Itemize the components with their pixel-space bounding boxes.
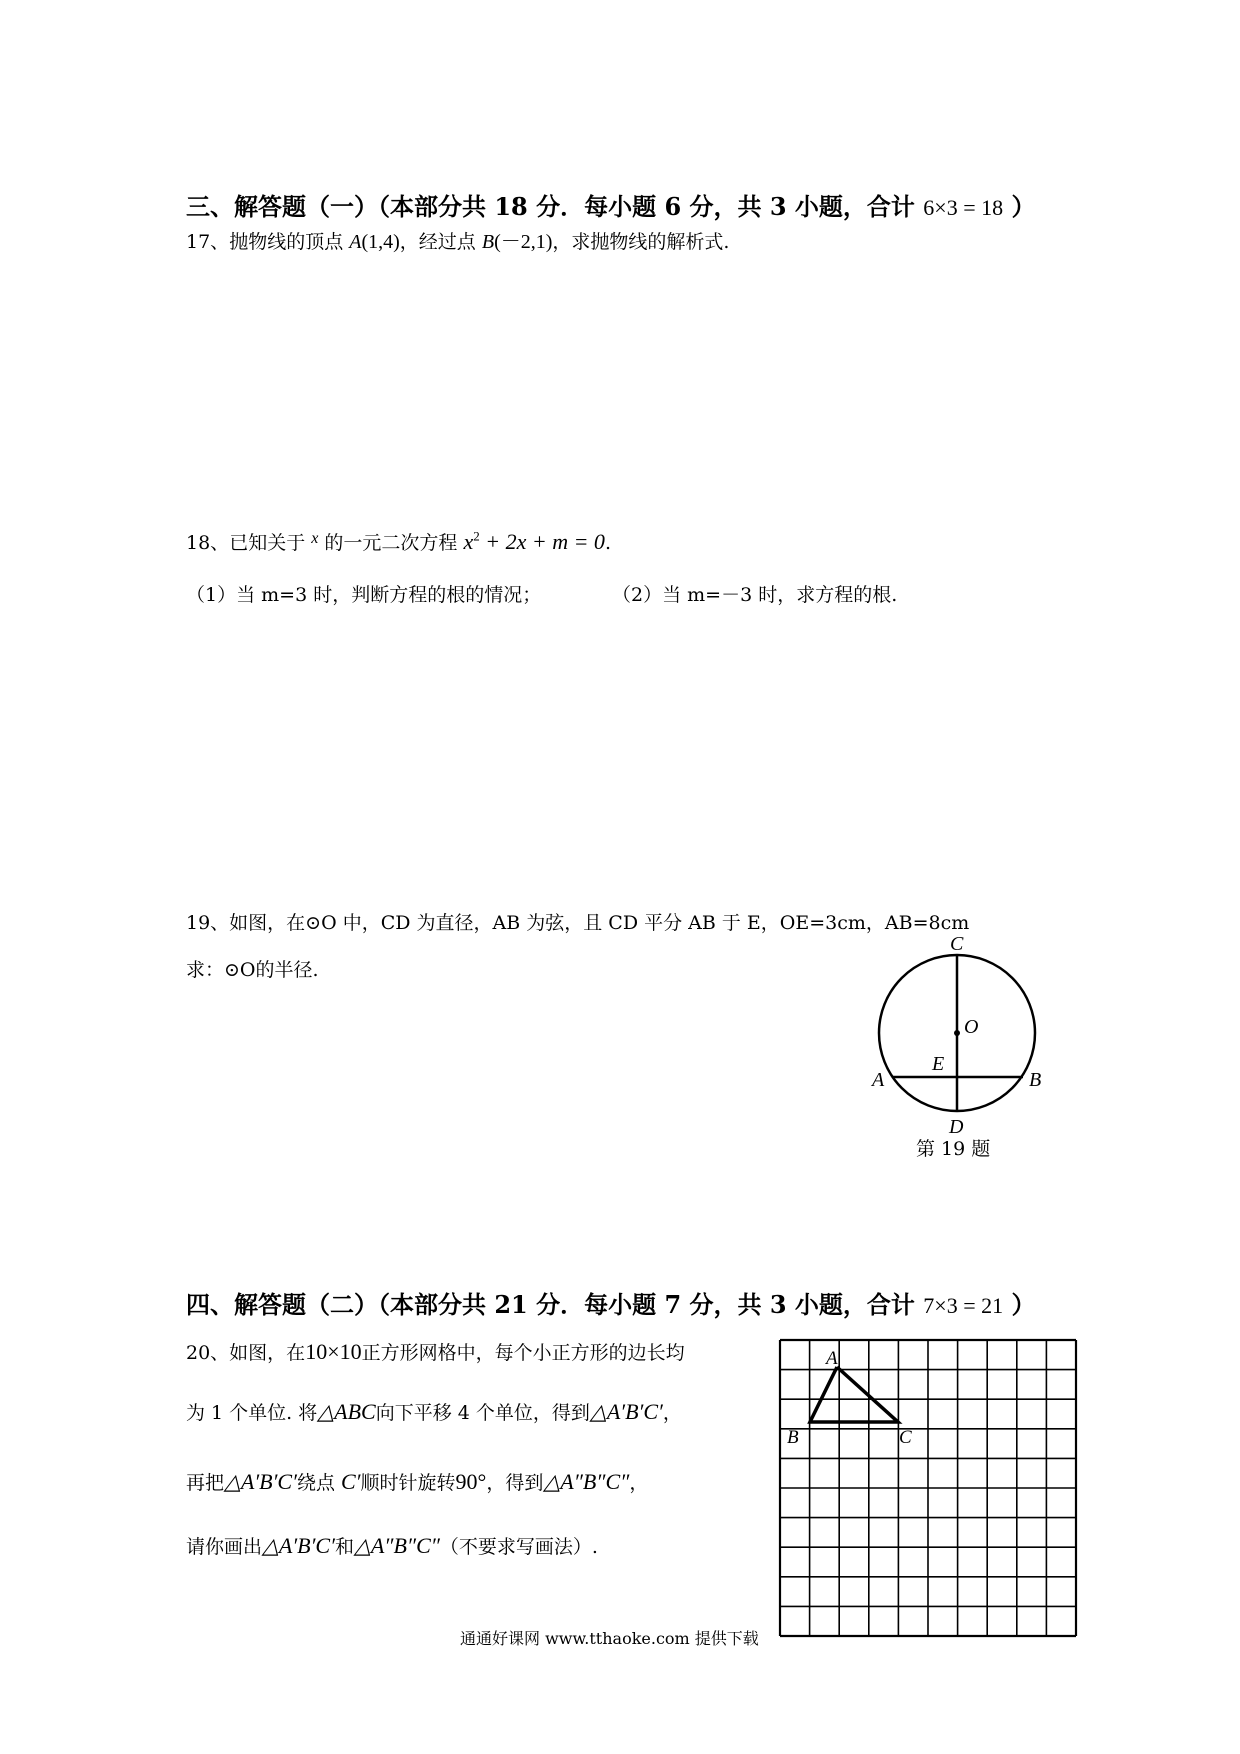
label-e: E [932, 1053, 945, 1075]
triangle-a-prime-ref: △A′B′C′ [224, 1469, 297, 1494]
section-3-heading [186, 187, 1035, 222]
question-18-part-1: （1）当 m=3 时，判断方程的根的情况； [186, 584, 542, 606]
question-19-line-1: 19、如图，在⊙O 中，CD 为直径，AB 为弦，且 CD 平分 AB 于 E，OE=3cm，AB=8cm [186, 912, 970, 934]
q20-line3-e: ， [629, 1472, 649, 1494]
section-4-heading-text: 四、解答题（二）（本部分共 21 分．每小题 7 分，共 3 小题，合计 [186, 1290, 915, 1319]
q20-line1-b: 正方形网格中，每个小正方形的边长均 [361, 1342, 685, 1364]
grid-label-a: A [826, 1348, 838, 1369]
section-3-heading-formula: 6×3 = 18 [923, 195, 1004, 220]
q20-line4-b: 和 [334, 1536, 354, 1558]
q20-line2-b: 向下平移 4 个单位，得到 [375, 1402, 590, 1424]
question-20-line-1 [186, 1338, 685, 1365]
label-a: A [872, 1069, 885, 1091]
grid-lines [780, 1340, 1076, 1636]
question-18-text-b: 的一元二次方程 [324, 532, 458, 554]
point-b-coords: (－2,1) [494, 231, 553, 253]
point-c-prime: C′ [341, 1469, 361, 1494]
question-20-line-3 [186, 1468, 648, 1495]
question-17-text-b: ，经过点 [399, 231, 476, 253]
triangle-a-prime: △A′B′C′ [589, 1399, 663, 1424]
label-b: B [1029, 1069, 1042, 1091]
q20-line4-a: 请你画出 [186, 1536, 263, 1558]
quadratic-equation [463, 529, 604, 554]
section-3-heading-text: 三、解答题（一）（本部分共 18 分．每小题 6 分，共 3 小题，合计 [186, 192, 915, 221]
label-o: O [964, 1016, 979, 1038]
point-a-coords: (1,4) [361, 231, 400, 253]
question-18-end: . [604, 532, 611, 554]
triangle-abc-shape [810, 1367, 898, 1422]
question-17-text-c: ，求抛物线的解析式. [552, 231, 730, 253]
question-20-line-2 [186, 1398, 682, 1425]
section-4-heading-formula: 7×3 = 21 [923, 1293, 1004, 1318]
label-d: D [949, 1116, 964, 1138]
q20-line3-c: 顺时针旋转 [360, 1472, 456, 1494]
center-point-o [954, 1030, 960, 1036]
section-4-heading [186, 1285, 1035, 1320]
equation-x: x [463, 529, 474, 554]
triangle-a-double-prime: △A″B″C″ [543, 1469, 630, 1494]
question-20-grid [770, 1330, 1090, 1660]
triangle-a-prime-ref-2: △A′B′C′ [262, 1533, 335, 1558]
question-20-line-4 [186, 1532, 598, 1559]
q20-line4-c: （不要求写画法）. [439, 1536, 598, 1558]
q20-line2-a: 为 1 个单位. 将 [186, 1402, 318, 1424]
question-19-line-2: 求：⊙O的半径. [186, 959, 319, 981]
rotation-angle: 90° [455, 1469, 487, 1494]
question-18 [186, 528, 611, 555]
question-18-number: 18、 [186, 532, 230, 554]
point-a-label: A [349, 231, 362, 253]
section-4-heading-close: ） [1011, 1290, 1036, 1319]
question-17-text-a: 抛物线的顶点 [229, 231, 344, 253]
figure-19-caption: 第 19 题 [916, 1138, 991, 1160]
question-18-part-2: （2）当 m=－3 时，求方程的根. [612, 584, 898, 606]
point-b-label: B [481, 231, 495, 253]
equation-rest: + 2x + m = 0 [479, 529, 605, 554]
grid-label-b: B [787, 1427, 799, 1448]
q20-line2-c: ， [662, 1402, 682, 1424]
triangle-abc: △ABC [317, 1399, 376, 1424]
triangle-a-double-prime-ref: △A″B″C″ [353, 1533, 440, 1558]
section-3-heading-close: ） [1011, 192, 1036, 221]
grid-label-c: C [899, 1427, 912, 1448]
q20-line3-d: ，得到 [486, 1472, 544, 1494]
question-17 [186, 225, 729, 254]
q20-line3-a: 再把 [186, 1472, 225, 1494]
question-18-text-a: 已知关于 [229, 532, 306, 554]
figure-19-circle-diagram [850, 930, 1080, 1160]
question-17-number: 17、 [186, 231, 230, 253]
label-c: C [950, 933, 964, 955]
footer-source: 通通好课网 www.tthaoke.com 提供下载 [460, 1629, 759, 1648]
equation-exponent: 2 [473, 528, 480, 544]
q20-line3-b: 绕点 [296, 1472, 335, 1494]
grid-size: 10×10 [305, 1339, 362, 1364]
q20-line1-a: 20、如图，在 [186, 1342, 306, 1364]
variable-x: x [311, 530, 319, 547]
